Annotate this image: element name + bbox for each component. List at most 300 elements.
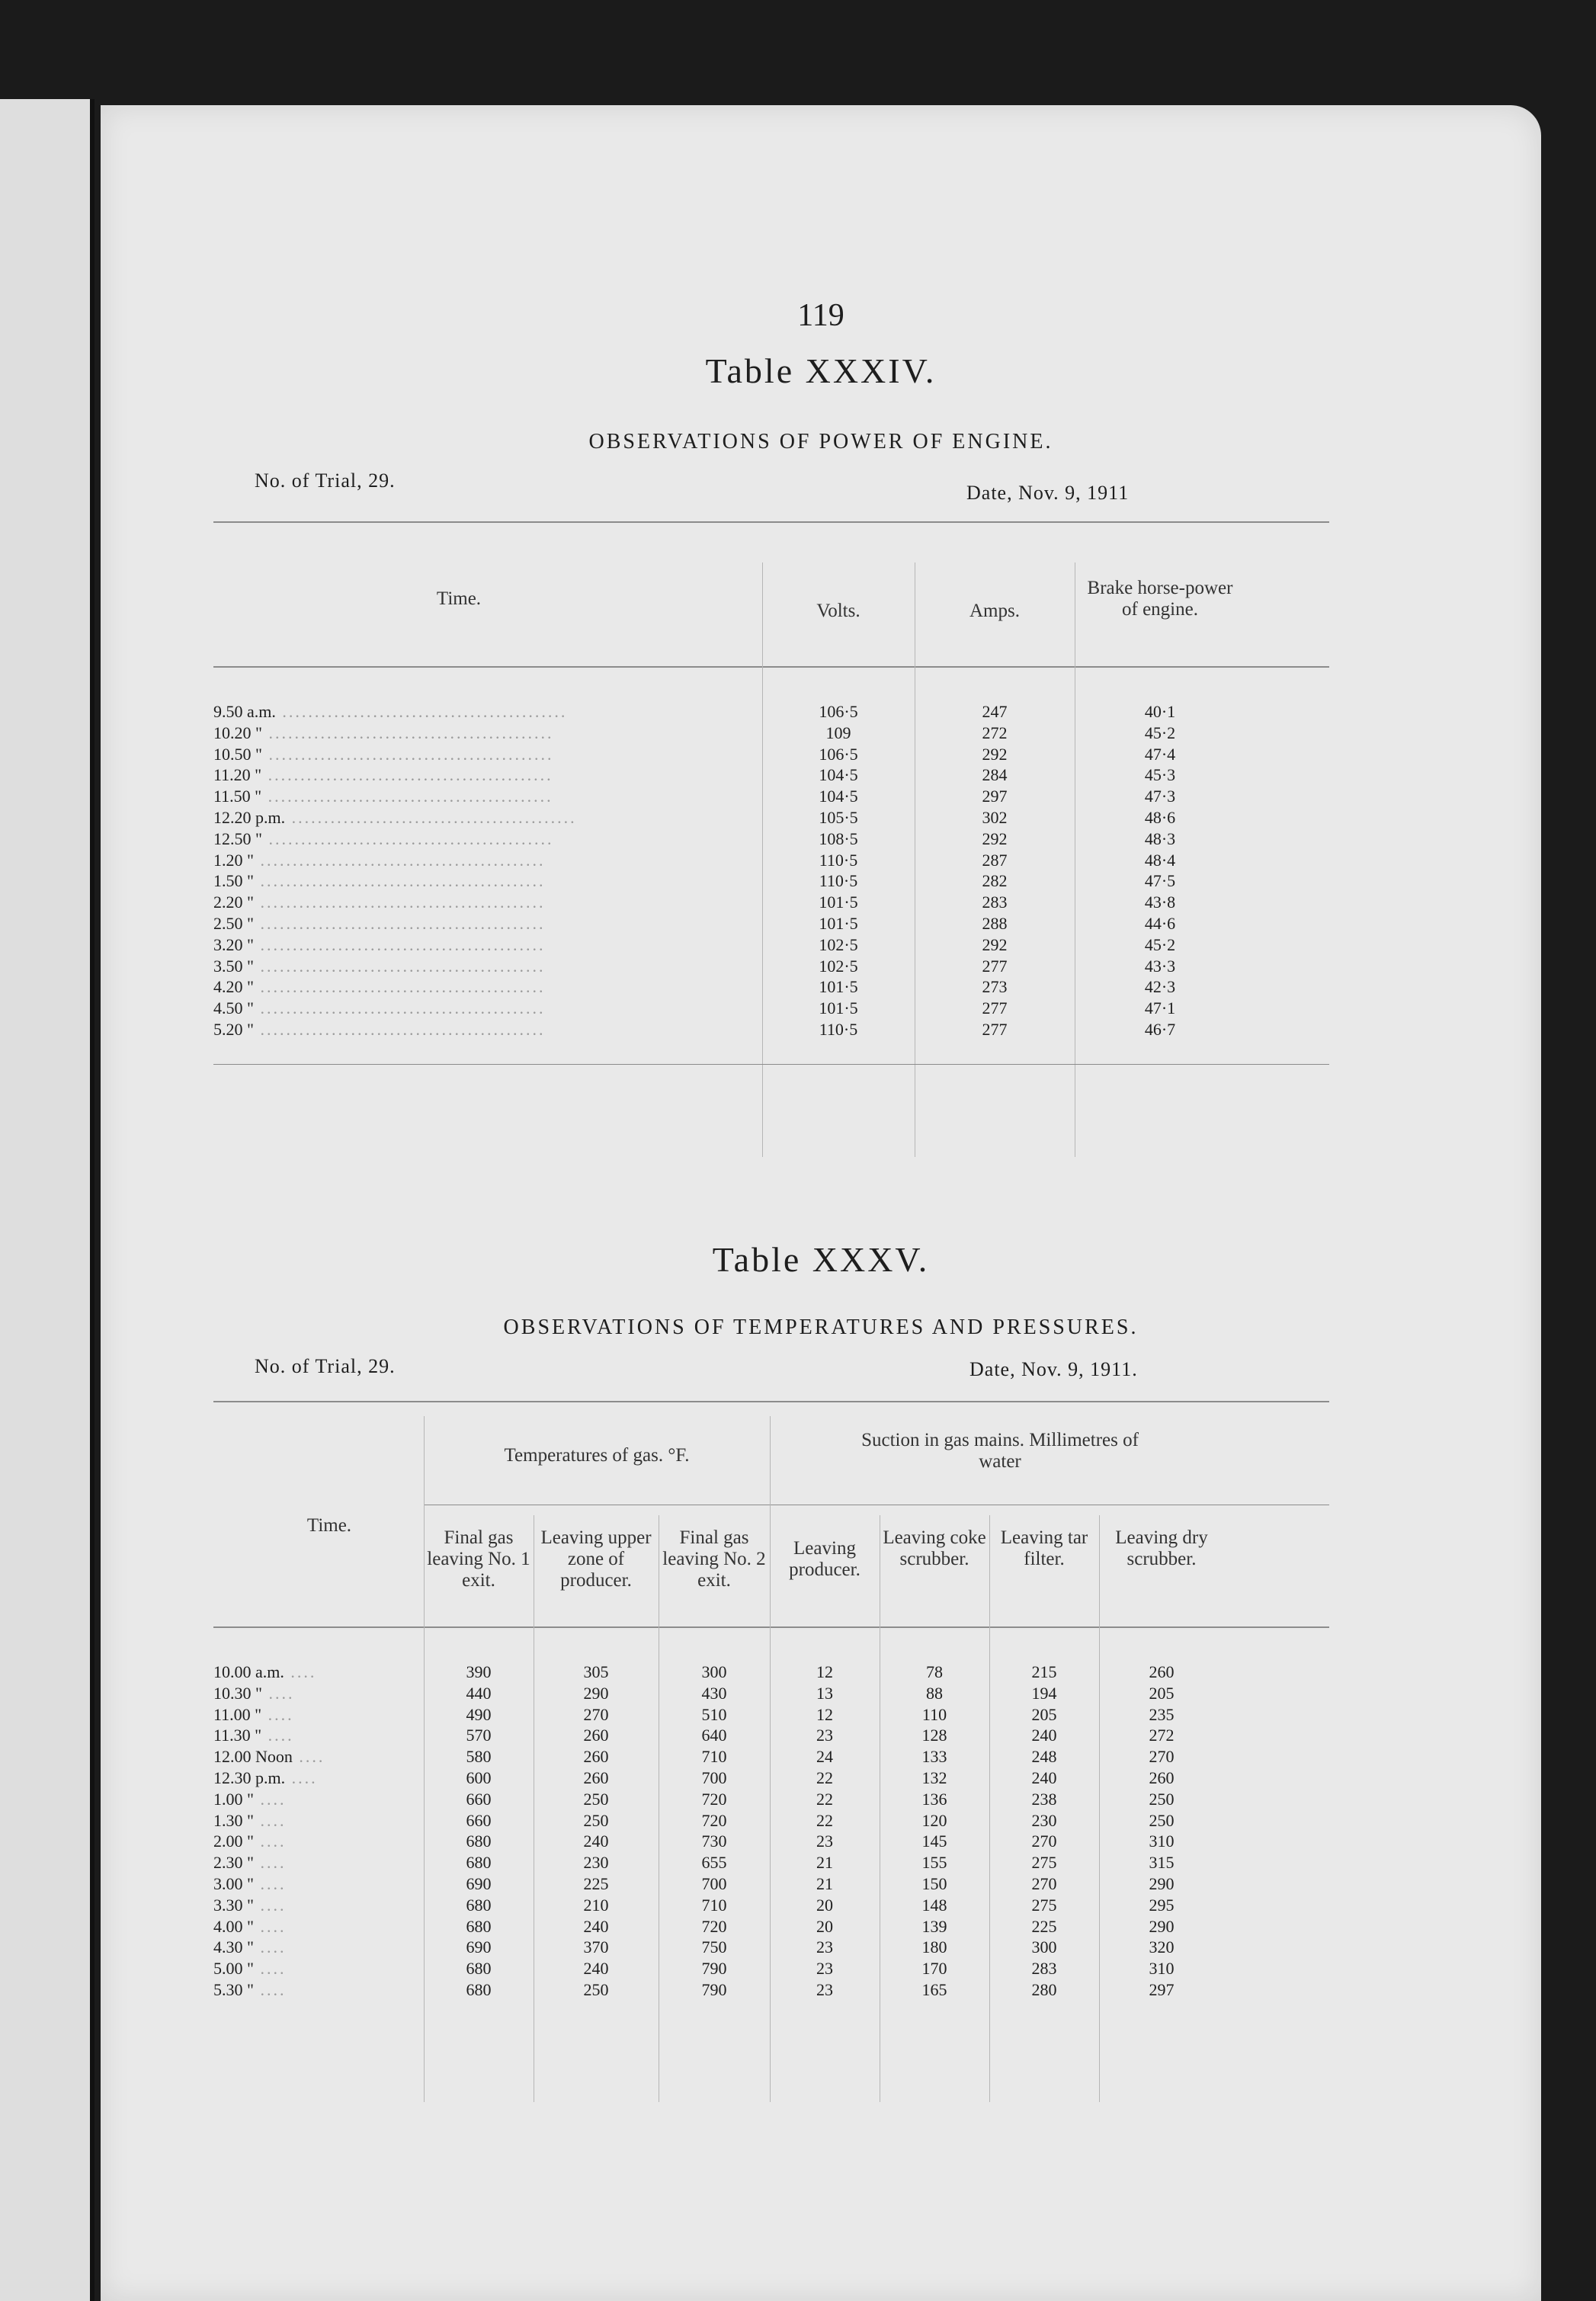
table35-time-cell: [213, 1662, 419, 1683]
table34-bhp-cell-text: 45·2: [1144, 723, 1176, 742]
table35-time-cell-text: 4.30 ": [213, 1937, 254, 1957]
table34-bhp-column: [1084, 701, 1236, 1040]
table34-volts-cell-text: 104·5: [819, 765, 858, 785]
dot-leader: ............................................: [261, 723, 554, 742]
table35-value-cell-text: 250: [1149, 1789, 1175, 1809]
table35-header-temperatures: Temperatures of gas. °F.: [504, 1445, 690, 1466]
table35-value-cell-text: 280: [1031, 1979, 1057, 1999]
table35-value-cell-text: 570: [466, 1726, 492, 1745]
table34-amps-cell: [922, 913, 1067, 934]
table35-value-cell: [425, 1704, 532, 1726]
table34-amps-cell-text: 287: [982, 850, 1008, 870]
table35-value-cell: [1101, 1767, 1223, 1789]
table35-value-cell-text: 655: [701, 1853, 727, 1873]
table35-value-cell-text: 21: [816, 1873, 833, 1893]
table35-time-cell: [213, 1725, 419, 1746]
table34-volts-cell: [770, 870, 907, 892]
table35-value-cell: [1101, 1683, 1223, 1704]
table34-volts-cell-text: 104·5: [819, 787, 858, 806]
table35-value-cell-text: 700: [701, 1767, 727, 1787]
table34-amps-cell-text: 292: [982, 934, 1008, 954]
table35-value-cell-text: 133: [921, 1747, 947, 1767]
table35-value-cell-text: 300: [1031, 1937, 1057, 1957]
dot-leader: ....: [285, 1767, 318, 1787]
table34-volts-cell-text: 101·5: [819, 998, 858, 1018]
table34-bhp-cell-text: 48·6: [1144, 807, 1176, 827]
table35-value-cell: [425, 1873, 532, 1895]
table34-amps-cell-text: 297: [982, 787, 1008, 806]
table35-value-cell-text: 22: [816, 1789, 833, 1809]
dot-leader: ............................................: [285, 807, 577, 827]
table34-volts-cell: [770, 998, 907, 1019]
table35-value-cell: [991, 1810, 1098, 1832]
table35-value-cell: [425, 1683, 532, 1704]
table35-value-cell-text: 250: [583, 1810, 609, 1830]
table35-value-cell: [881, 1662, 988, 1683]
table34-time-cell-text: 2.20 ": [213, 893, 254, 912]
table35-value-cell-text: 640: [701, 1726, 727, 1745]
table35-header-col7: Leaving dry scrubber.: [1115, 1527, 1208, 1569]
table35-value-cell: [991, 1852, 1098, 1873]
table34-bhp-cell: [1084, 1019, 1236, 1040]
table34-col-divider: [762, 562, 763, 1157]
table34-volts-cell-text: 101·5: [819, 913, 858, 933]
table34-bhp-cell-text: 43·8: [1144, 893, 1176, 912]
table35-value-cell-text: 180: [921, 1937, 947, 1957]
table35-col-divider: [1099, 1515, 1100, 2102]
table34-amps-cell: [922, 870, 1067, 892]
table34-amps-cell-text: 302: [982, 807, 1008, 827]
table34-volts-cell: [770, 850, 907, 871]
table35-value-cell: [660, 1895, 768, 1916]
table35-title: Table XXXV.: [712, 1240, 930, 1279]
table34-amps-cell-text: 282: [982, 871, 1008, 891]
table34-time-cell: [213, 744, 755, 765]
table35-time-cell-text: 11.30 ": [213, 1726, 262, 1745]
table35-time-cell: [213, 1895, 419, 1916]
table35-value-cell: [1101, 1746, 1223, 1767]
table35-value-cell: [991, 1704, 1098, 1726]
table35-value-cell-text: 248: [1031, 1747, 1057, 1767]
table35-value-cell: [425, 1789, 532, 1810]
table35-value-cell-text: 315: [1149, 1853, 1175, 1873]
table35-value-cell-text: 170: [921, 1959, 947, 1979]
table34-amps-cell: [922, 744, 1067, 765]
table35-value-cell: [771, 1683, 878, 1704]
table35-time-cell-text: 5.30 ": [213, 1979, 254, 1999]
table35-value-cell: [991, 1916, 1098, 1937]
table35-value-cell-text: 790: [701, 1979, 727, 1999]
table35-value-cell: [535, 1746, 657, 1767]
table35-value-cell-text: 710: [701, 1747, 727, 1767]
table34-amps-cell-text: 292: [982, 828, 1008, 848]
table34-bhp-cell: [1084, 786, 1236, 807]
table35-value-cell: [991, 1895, 1098, 1916]
table34-time-cell-text: 12.50 ": [213, 828, 262, 848]
table34-header-time: Time.: [436, 588, 482, 609]
table34-amps-cell-text: 247: [982, 702, 1008, 721]
table34-title: Table XXXIV.: [705, 351, 937, 390]
table35-value-cell-text: 88: [926, 1683, 943, 1703]
table34-bhp-cell-text: 48·4: [1144, 850, 1176, 870]
table35-value-cell-text: 139: [921, 1916, 947, 1936]
table34-bhp-cell: [1084, 850, 1236, 871]
table35-value-cell-text: 240: [1031, 1767, 1057, 1787]
table35-value-cell: [1101, 1895, 1223, 1916]
table34-volts-cell: [770, 723, 907, 744]
table34-amps-cell-text: 277: [982, 998, 1008, 1018]
table35-col1-values: [425, 1662, 532, 2001]
table34-time-cell-text: 12.20 p.m.: [213, 807, 286, 827]
table35-time-cell-text: 2.30 ": [213, 1853, 254, 1873]
table35-value-cell: [771, 1725, 878, 1746]
table34-time-cell-text: 2.50 ": [213, 913, 254, 933]
table35-value-cell: [771, 1810, 878, 1832]
table35-value-cell: [771, 1767, 878, 1789]
table35-value-cell: [660, 1852, 768, 1873]
table35-header-col5: Leaving coke scrubber.: [883, 1527, 986, 1569]
table35-value-cell-text: 510: [701, 1704, 727, 1724]
table35-header-time: Time.: [306, 1515, 352, 1536]
table35-value-cell: [660, 1958, 768, 1979]
table34-volts-cell: [770, 807, 907, 828]
table35-value-cell: [771, 1873, 878, 1895]
table35-value-cell: [535, 1767, 657, 1789]
table35-time-cell-text: 10.30 ": [213, 1683, 262, 1703]
table35-time-cell-text: 11.00 ": [213, 1704, 262, 1724]
table34-time-cell-text: 10.50 ": [213, 744, 262, 764]
table35-value-cell-text: 790: [701, 1959, 727, 1979]
table34-time-cell-text: 3.50 ": [213, 956, 254, 976]
table35-value-cell-text: 240: [583, 1959, 609, 1979]
table35-time-cell-text: 12.00 Noon: [213, 1747, 293, 1767]
table35-time-cell-text: 3.30 ": [213, 1895, 254, 1915]
table35-header-col4: Leaving producer.: [789, 1538, 860, 1580]
table35-value-cell-text: 310: [1149, 1832, 1175, 1851]
table34-bhp-cell-text: 45·3: [1144, 765, 1176, 785]
table35-time-cell: [213, 1873, 419, 1895]
table34-amps-cell-text: 283: [982, 893, 1008, 912]
table34-volts-cell: [770, 934, 907, 956]
table35-value-cell: [881, 1767, 988, 1789]
table34-bhp-cell-text: 42·3: [1144, 977, 1176, 997]
table35-value-cell-text: 240: [1031, 1726, 1057, 1745]
table34-amps-cell: [922, 956, 1067, 977]
table34-volts-cell-text: 109: [825, 723, 851, 742]
table35-value-cell: [991, 1725, 1098, 1746]
table34-time-cell: [213, 764, 755, 786]
table35-value-cell: [535, 1979, 657, 2001]
dot-leader: ....: [261, 1704, 294, 1724]
table34-amps-cell: [922, 786, 1067, 807]
table35-value-cell: [1101, 1873, 1223, 1895]
table35-time-cell: [213, 1852, 419, 1873]
dot-leader: ....: [292, 1747, 325, 1767]
table34-time-cell-text: 11.50 ": [213, 787, 262, 806]
table34-bhp-cell: [1084, 976, 1236, 998]
table35-value-cell: [535, 1725, 657, 1746]
table34-amps-cell-text: 284: [982, 765, 1008, 785]
table35-value-cell: [660, 1831, 768, 1852]
table35-col5-values: [881, 1662, 988, 2001]
table35-value-cell: [991, 1958, 1098, 1979]
table34-time-cell: [213, 701, 755, 723]
dot-leader: ............................................: [253, 934, 546, 954]
table34-trial-number: No. of Trial, 29.: [255, 469, 396, 492]
table35-value-cell: [1101, 1810, 1223, 1832]
table35-value-cell: [771, 1704, 878, 1726]
table35-header-suction: Suction in gas mains. Millimetres of water: [861, 1430, 1139, 1472]
dot-leader: ............................................: [253, 1019, 546, 1039]
table35-value-cell-text: 165: [921, 1979, 947, 1999]
table35-value-cell-text: 370: [583, 1937, 609, 1957]
table35-value-cell: [425, 1958, 532, 1979]
table34-time-cell-text: 10.20 ": [213, 723, 262, 742]
table35-value-cell: [425, 1937, 532, 1958]
table35-header-rule: [213, 1626, 1329, 1628]
dot-leader: ....: [253, 1916, 287, 1936]
table35-value-cell: [1101, 1958, 1223, 1979]
table35-value-cell-text: 700: [701, 1873, 727, 1893]
table34-volts-cell: [770, 744, 907, 765]
dot-leader: ....: [261, 1726, 294, 1745]
table34-time-cell-text: 1.50 ": [213, 871, 254, 891]
table35-time-cell: [213, 1789, 419, 1810]
table34-time-cell: [213, 850, 755, 871]
table35-value-cell-text: 260: [583, 1767, 609, 1787]
table35-value-cell: [881, 1810, 988, 1832]
table35-time-cell-text: 5.00 ": [213, 1959, 254, 1979]
table35-value-cell: [1101, 1937, 1223, 1958]
table35-value-cell: [881, 1937, 988, 1958]
table34-volts-cell-text: 101·5: [819, 893, 858, 912]
table35-value-cell-text: 128: [921, 1726, 947, 1745]
dot-leader: ....: [253, 1853, 287, 1873]
table34-header-amps: Amps.: [969, 601, 1020, 621]
table35-value-cell-text: 110: [921, 1704, 947, 1724]
table35-value-cell: [1101, 1725, 1223, 1746]
table35-header-col6: Leaving tar filter.: [1000, 1527, 1088, 1569]
table35-value-cell-text: 680: [466, 1832, 492, 1851]
table34-volts-cell-text: 106·5: [819, 744, 858, 764]
table35-value-cell: [660, 1767, 768, 1789]
scanned-page: [101, 105, 1541, 2301]
table35-value-cell-text: 270: [583, 1704, 609, 1724]
table35-value-cell: [1101, 1979, 1223, 2001]
table35-value-cell-text: 22: [816, 1767, 833, 1787]
dot-leader: ....: [284, 1662, 317, 1681]
table35-value-cell-text: 12: [816, 1662, 833, 1681]
table34-time-cell: [213, 998, 755, 1019]
table35-value-cell: [660, 1937, 768, 1958]
table34-bhp-cell-text: 44·6: [1144, 913, 1176, 933]
table34-bhp-cell-text: 45·2: [1144, 934, 1176, 954]
table34-bhp-cell-text: 40·1: [1144, 702, 1176, 721]
table34-amps-cell-text: 272: [982, 723, 1008, 742]
table34-bhp-cell: [1084, 744, 1236, 765]
table34-bhp-cell-text: 43·3: [1144, 956, 1176, 976]
table35-value-cell-text: 145: [921, 1832, 947, 1851]
table35-value-cell: [881, 1746, 988, 1767]
table35-value-cell: [991, 1746, 1098, 1767]
table34-amps-cell: [922, 850, 1067, 871]
table34-time-cell: [213, 1019, 755, 1040]
table35-time-cell-text: 4.00 ": [213, 1916, 254, 1936]
table34-bhp-cell: [1084, 701, 1236, 723]
table35-value-cell: [881, 1873, 988, 1895]
table34-time-cell: [213, 786, 755, 807]
table34-amps-cell-text: 277: [982, 956, 1008, 976]
dot-leader: ....: [253, 1810, 287, 1830]
table35-value-cell-text: 690: [466, 1873, 492, 1893]
table35-col-divider: [424, 1416, 425, 2102]
table35-value-cell-text: 270: [1031, 1873, 1057, 1893]
table35-value-cell: [535, 1704, 657, 1726]
table34-amps-cell-text: 277: [982, 1019, 1008, 1039]
table35-value-cell-text: 260: [583, 1747, 609, 1767]
table35-value-cell-text: 690: [466, 1937, 492, 1957]
table35-value-cell-text: 23: [816, 1959, 833, 1979]
dot-leader: ............................................: [261, 787, 553, 806]
table35-value-cell: [535, 1852, 657, 1873]
table35-value-cell-text: 20: [816, 1916, 833, 1936]
table35-value-cell-text: 430: [701, 1683, 727, 1703]
table35-value-cell-text: 300: [701, 1662, 727, 1681]
table35-value-cell-text: 12: [816, 1704, 833, 1724]
table35-value-cell-text: 250: [583, 1789, 609, 1809]
table35-value-cell: [535, 1895, 657, 1916]
table35-value-cell: [535, 1831, 657, 1852]
dot-leader: ....: [253, 1873, 287, 1893]
table35-value-cell-text: 680: [466, 1853, 492, 1873]
table34-volts-cell: [770, 1019, 907, 1040]
table35-value-cell-text: 21: [816, 1853, 833, 1873]
table34-time-cell: [213, 934, 755, 956]
table35-value-cell-text: 390: [466, 1662, 492, 1681]
table35-value-cell: [425, 1767, 532, 1789]
table34-bhp-cell: [1084, 913, 1236, 934]
dot-leader: ....: [253, 1895, 287, 1915]
table34-volts-cell-text: 110·5: [819, 1019, 858, 1039]
table34-volts-cell: [770, 913, 907, 934]
table35-value-cell: [535, 1937, 657, 1958]
table35-col-divider: [770, 1416, 771, 2102]
table34-bhp-cell-text: 47·1: [1144, 998, 1176, 1018]
table35-value-cell: [991, 1662, 1098, 1683]
table34-bhp-cell: [1084, 764, 1236, 786]
table34-time-cell-text: 3.20 ": [213, 934, 254, 954]
table35-value-cell-text: 270: [1149, 1747, 1175, 1767]
table34-header-bhp: Brake horse-power of engine.: [1087, 578, 1233, 620]
table34-bottom-rule: [213, 1064, 1329, 1065]
table35-value-cell: [881, 1916, 988, 1937]
page-number: 119: [797, 298, 844, 333]
table35-time-cell: [213, 1683, 419, 1704]
table35-value-cell: [535, 1916, 657, 1937]
table35-value-cell: [991, 1873, 1098, 1895]
table35-value-cell-text: 295: [1149, 1895, 1175, 1915]
table34-bhp-cell-text: 47·3: [1144, 787, 1176, 806]
table35-value-cell: [881, 1725, 988, 1746]
table34-volts-cell-text: 102·5: [819, 956, 858, 976]
table35-value-cell: [881, 1895, 988, 1916]
dot-leader: ............................................: [275, 702, 568, 721]
table34-volts-cell: [770, 764, 907, 786]
table35-col6-values: [991, 1662, 1098, 2001]
table35-value-cell-text: 23: [816, 1979, 833, 1999]
table35-col2-values: [535, 1662, 657, 2001]
table35-value-cell-text: 132: [921, 1767, 947, 1787]
table34-amps-cell: [922, 998, 1067, 1019]
table35-value-cell: [881, 1979, 988, 2001]
dot-leader: ....: [261, 1683, 295, 1703]
table34-time-cell-text: 1.20 ": [213, 850, 254, 870]
table35-value-cell-text: 240: [583, 1916, 609, 1936]
table35-value-cell-text: 235: [1149, 1704, 1175, 1724]
table34-bhp-cell: [1084, 807, 1236, 828]
table34-time-cell: [213, 956, 755, 977]
table35-value-cell-text: 660: [466, 1789, 492, 1809]
table35-value-cell-text: 290: [1149, 1873, 1175, 1893]
table34-bhp-cell-text: 47·5: [1144, 871, 1176, 891]
table35-header-col1: Final gas leaving No. 1 exit.: [427, 1527, 530, 1591]
table35-value-cell: [425, 1852, 532, 1873]
table35-value-cell-text: 260: [1149, 1767, 1175, 1787]
table35-value-cell-text: 260: [1149, 1662, 1175, 1681]
table34-bhp-cell-text: 47·4: [1144, 744, 1176, 764]
table35-value-cell-text: 136: [921, 1789, 947, 1809]
table35-value-cell: [535, 1662, 657, 1683]
dot-leader: ............................................: [261, 744, 554, 764]
table34-amps-cell: [922, 976, 1067, 998]
table34-top-rule: [213, 521, 1329, 523]
table35-value-cell-text: 120: [921, 1810, 947, 1830]
table34-amps-cell: [922, 828, 1067, 850]
table35-time-cell: [213, 1831, 419, 1852]
table35-value-cell-text: 215: [1031, 1662, 1057, 1681]
table35-value-cell: [660, 1704, 768, 1726]
table35-col7-values: [1101, 1662, 1223, 2001]
table34-header-rule: [213, 666, 1329, 668]
table35-value-cell: [771, 1958, 878, 1979]
table34-subtitle: OBSERVATIONS OF POWER OF ENGINE.: [588, 430, 1053, 453]
table35-header-col3: Final gas leaving No. 2 exit.: [662, 1527, 766, 1591]
table35-value-cell-text: 260: [583, 1726, 609, 1745]
table35-value-cell-text: 23: [816, 1937, 833, 1957]
table35-value-cell: [771, 1831, 878, 1852]
table35-value-cell-text: 297: [1149, 1979, 1175, 1999]
table34-volts-cell-text: 108·5: [819, 828, 858, 848]
table35-value-cell: [771, 1789, 878, 1810]
table35-value-cell-text: 230: [1031, 1810, 1057, 1830]
table35-value-cell: [991, 1683, 1098, 1704]
table35-value-cell: [991, 1767, 1098, 1789]
table34-amps-cell: [922, 892, 1067, 913]
table35-value-cell: [991, 1831, 1098, 1852]
table35-time-cell: [213, 1916, 419, 1937]
table35-value-cell: [660, 1725, 768, 1746]
table34-bhp-cell: [1084, 723, 1236, 744]
table35-value-cell-text: 272: [1149, 1726, 1175, 1745]
table35-value-cell: [771, 1852, 878, 1873]
table35-value-cell: [425, 1810, 532, 1832]
table35-value-cell-text: 680: [466, 1895, 492, 1915]
table35-value-cell: [991, 1789, 1098, 1810]
table35-value-cell: [425, 1979, 532, 2001]
table34-volts-cell: [770, 786, 907, 807]
table35-value-cell: [425, 1916, 532, 1937]
table35-value-cell-text: 490: [466, 1704, 492, 1724]
